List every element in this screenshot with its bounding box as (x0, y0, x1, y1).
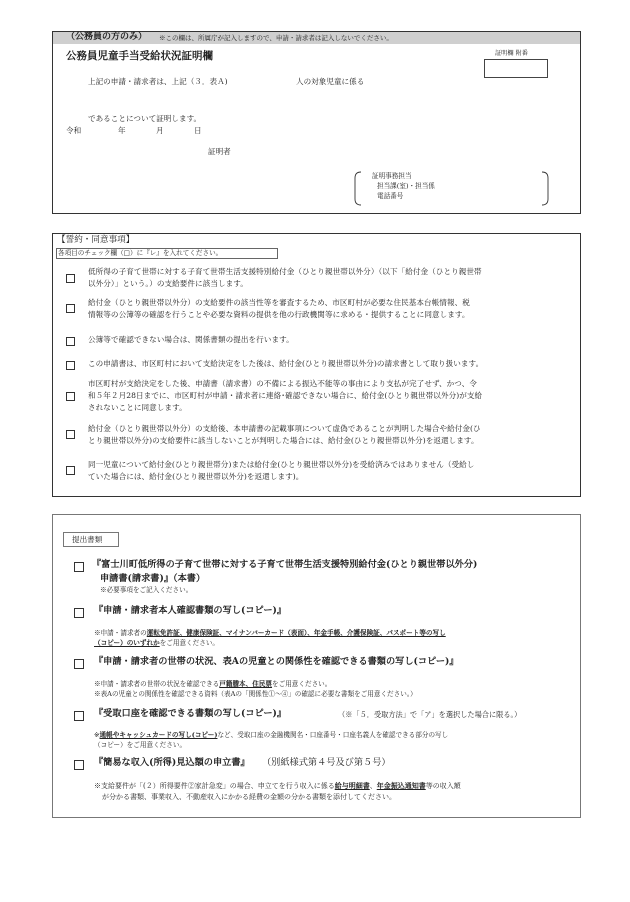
consent-item-1 (88, 266, 558, 290)
official-line1-a: 上記の申請・請求者は、上記（３．表Ａ) (88, 77, 228, 86)
doc-income-note (94, 780, 461, 803)
doc-account-title-note: （※「５．受取方法」で「ア」を選択した場合に限る。） (338, 710, 522, 719)
doc-household-note1-docs: 戸籍謄本、住民票 (219, 680, 273, 688)
contact-office: 証明事務担当 (372, 172, 412, 180)
date-month: 月 (156, 126, 164, 135)
consent-checkbox-7[interactable] (66, 466, 75, 475)
doc-id-copy-note (94, 629, 446, 648)
doc-application-note: ※必要事項をご記入ください。 (100, 586, 193, 594)
documents-label: 提出書類 (72, 535, 103, 544)
date-year: 年 (118, 126, 126, 135)
consent-item-1-line1: 低所得の子育て世帯に対する子育て世帯生活支援特別給付金（ひとり親世帯以外分）（以下「給付金（ひとり親世帯 (88, 267, 482, 276)
doc-household-note (94, 680, 417, 699)
doc-application-title-2: 申請書(請求書)』（本書） (100, 573, 206, 584)
official-header-tag: （公務員の方のみ） (66, 32, 148, 42)
consent-item-6-line1: 給付金（ひとり親世帯以外分）の支給後、本申請書の記載事項について虚偽であることが判明した場合や給付金(ひ (88, 424, 481, 433)
consent-item-5 (88, 378, 558, 414)
doc-account-title: 『受取口座を確認できる書類の写し(コピー)』 (94, 708, 287, 719)
doc-id-copy-note-list: 運転免許証、健康保険証、マイナンバーカード（表面）、年金手帳、介護保険証、パスポート等の写し (146, 629, 446, 637)
doc-income-note2: が分かる書類、事業収入、不動産収入にかかる経費の金額の分かる書類を添付してください。 (102, 793, 396, 801)
official-line2: であることについて証明します。 (88, 114, 202, 123)
consent-heading: 【誓約・同意事項】 (57, 235, 135, 245)
doc-checkbox-id-copy[interactable] (74, 608, 84, 618)
date-era: 令和 (66, 126, 82, 135)
consent-item-5-line3: されないことに同意します。 (88, 403, 187, 412)
doc-checkbox-income[interactable] (74, 760, 84, 770)
consent-item-3 (88, 334, 558, 346)
doc-household-note1-prefix: ※申請・請求者の世帯の状況を確認できる (94, 680, 220, 688)
doc-checkbox-household[interactable] (74, 659, 84, 669)
doc-checkbox-account[interactable] (74, 711, 84, 721)
doc-application-title-1: 『富士川町低所得の子育て世帯に対する子育て世帯生活支援特別給付金(ひとり親世帯以外分) (92, 559, 478, 570)
consent-checkbox-3[interactable] (66, 337, 75, 346)
consent-item-2-line2: 情報等の公簿等の確認を行うことや必要な資料の提供を他の行政機関等に求める・提供することに同意します。 (88, 310, 470, 319)
consent-item-2 (88, 297, 558, 321)
doc-income-title-suffix: （別紙様式第４号及び第５号） (262, 757, 391, 768)
contact-phone: 電話番号 (377, 192, 404, 200)
consent-item-6-line2: とり親世帯以外分)の支給要件に該当しないことが判明した場合には、給付金(ひとり親世帯以外分)を返還します。 (88, 436, 479, 445)
doc-account-note1-docs: 通帳やキャッシュカードの写し(コピー) (99, 731, 218, 739)
doc-account-note2: （コピー）をご用意ください。 (94, 740, 187, 749)
doc-income-note1-payslip: 給与明細書 (334, 781, 370, 790)
consent-item-6 (88, 423, 558, 447)
doc-id-copy-note-prefix: ※申請・請求者の (94, 629, 147, 637)
consent-item-4-line1: この申請書は、市区町村において支給決定をした後は、給付金(ひとり親世帯以外分)の請求書として取り扱います。 (88, 359, 484, 368)
official-title: 公務員児童手当受給状況証明欄 (66, 50, 213, 62)
doc-income-note1-sep: 、 (369, 782, 377, 790)
official-header-note: ※この欄は、所属庁が記入しますので、申請・請求者は記入しないでください。 (159, 34, 393, 42)
doc-household-note2: ※表Aの児童との関係性を確認できる資料（表Aの「関係性①～④」の確認に必要な書類をご用意ください。） (94, 689, 417, 698)
consent-item-3-line1: 公簿等で確認できない場合は、関係書類の提出を行います。 (88, 335, 294, 344)
consent-checkbox-6[interactable] (66, 430, 75, 439)
doc-household-title: 『申請・請求者の世帯の状況、表Aの児童との関係性を確認できる書類の写し(コピー)』 (94, 656, 459, 667)
doc-account-note1-suffix: など、受取口座の金融機関名・口座番号・口座名義人を確認できる部分の写し (217, 731, 449, 739)
consent-item-7-line2: ていた場合には、給付金(ひとり親世帯以外分)を返還します)。 (88, 472, 304, 481)
doc-income-note1-suffix: 等の収入額 (425, 782, 461, 790)
doc-id-copy-note-any: （コピー）のいずれか (94, 638, 160, 647)
consent-item-1-line2: 以外分）」という。）の支給要件に該当します。 (88, 279, 248, 288)
consent-checkbox-5[interactable] (66, 392, 75, 401)
doc-account-note (94, 731, 448, 750)
doc-id-copy-note-suffix: をご用意ください。 (159, 638, 220, 647)
cert-number-label: 証明欄 附番 (495, 50, 528, 57)
doc-income-title: 『簡易な収入(所得)見込額の申立書』 (94, 757, 250, 768)
consent-item-7-line1: 同一児童について給付金(ひとり親世帯分)または給付金(ひとり親世帯以外分)を受給済みではありません（受給し (88, 460, 475, 469)
consent-item-4 (88, 358, 558, 370)
doc-checkbox-application[interactable] (74, 562, 84, 572)
consent-checkbox-1[interactable] (66, 274, 75, 283)
date-day: 日 (194, 126, 202, 135)
doc-account-note1-prefix: ※ (94, 731, 100, 739)
official-line1-b: 人の対象児童に係る (296, 77, 365, 86)
consent-item-2-line1: 給付金（ひとり親世帯以外分）の支給要件の該当性等を審査するため、市区町村が必要な住民基本台帳情報、税 (88, 298, 470, 307)
doc-id-copy-title: 『申請・請求者本人確認書類の写し(コピー)』 (94, 605, 287, 616)
consent-instruction: 各項目のチェック欄（□）に『レ』を入れてください。 (58, 249, 223, 257)
contact-department: 担当課(室)・担当係 (377, 182, 435, 190)
consent-item-7 (88, 459, 558, 483)
doc-household-note1-suffix: をご用意ください。 (272, 680, 332, 688)
doc-income-note1-pension: 年金振込通知書 (376, 781, 426, 790)
certifier-label: 証明者 (208, 147, 231, 156)
consent-checkbox-2[interactable] (66, 304, 75, 313)
consent-item-5-line1: 市区町村が支給決定をした後、申請書（請求書）の不備による振込不能等の事由により支払が完了せず、かつ、令 (88, 379, 477, 388)
consent-item-5-line2: 和５年２月28日までに、市区町村が申請・請求者に連絡･確認できない場合に、給付金(ひとり親世帯以外分)が支給 (88, 391, 483, 400)
consent-checkbox-4[interactable] (66, 361, 75, 370)
cert-number-field[interactable] (484, 59, 548, 78)
doc-income-note1-prefix: ※支給要件が「(２）所得要件②家計急変」の場合、申立てを行う収入に係る (94, 782, 335, 790)
